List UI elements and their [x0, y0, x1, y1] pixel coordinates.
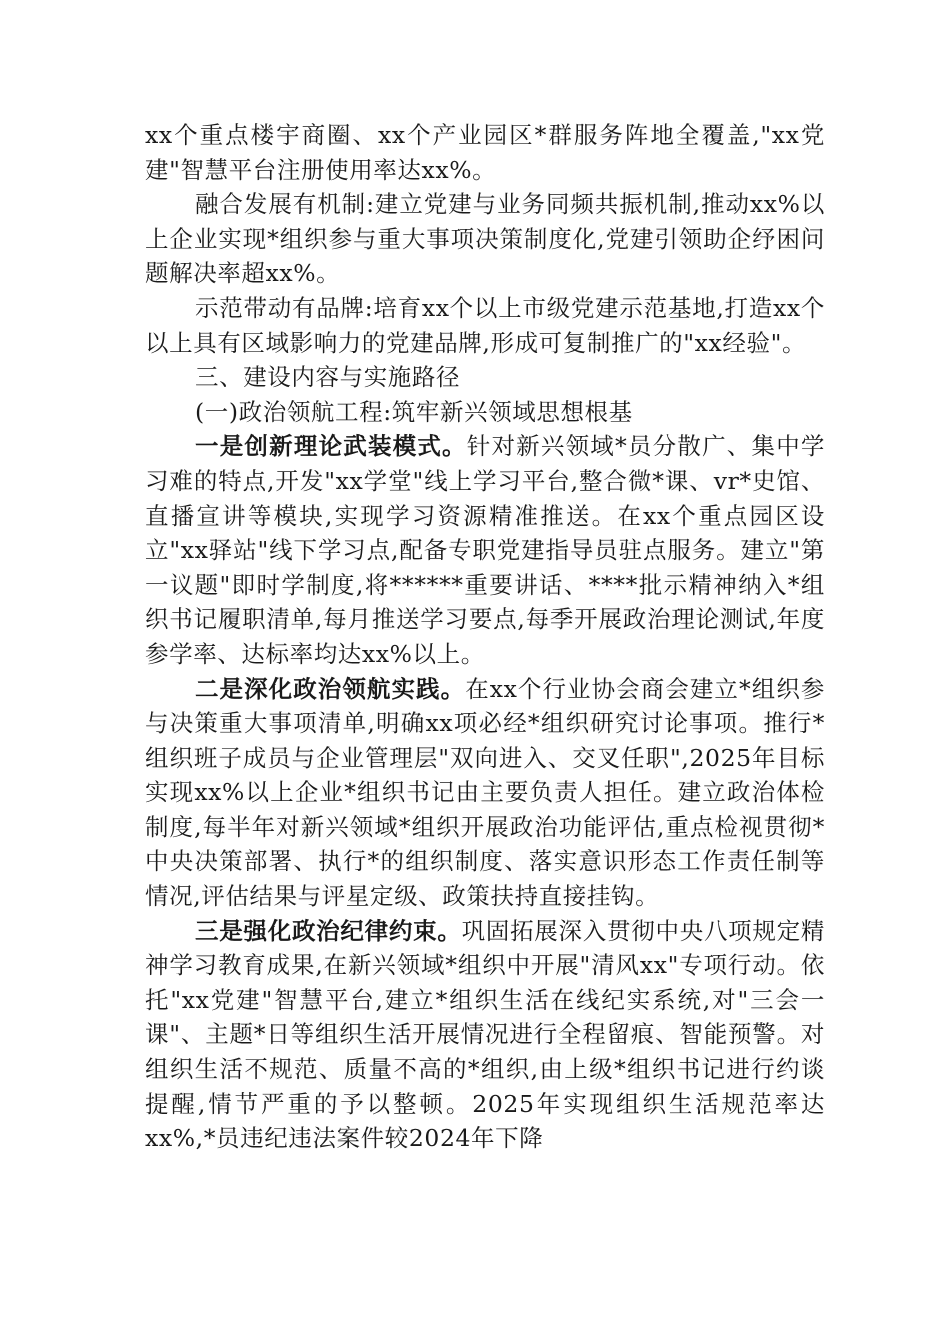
- paragraph-item-3: [145, 914, 825, 1156]
- paragraph-integration-mechanism: 融合发展有机制:建立党建与业务同频共振机制,推动xx%以上企业实现*组织参与重大事项决策制度化,党建引领助企纾困问题解决率超xx%。: [145, 190, 825, 288]
- paragraph-item-1: [145, 429, 825, 671]
- item-2-lead: 二是深化政治领航实践。: [195, 674, 466, 703]
- item-3-text: 巩固拓展深入贯彻中央八项规定精神学习教育成果,在新兴领域*组织中开展"清风xx"专项行动。依托"xx党建"智慧平台,建立*组织生活在线纪实系统,对"三会一课"、主题*日等组织生活开展情况进行全程留痕、智能预警。对组织生活不规范、质量不高的*组织,由上级*组织书记进行约谈提醒,情节严重的予以整顿。2025年实现组织生活规范率达xx%,*员违纪违法案件较2024年下降: [145, 916, 825, 1153]
- paragraph-coverage: xx个重点楼宇商圈、xx个产业园区*群服务阵地全覆盖,"xx党建"智慧平台注册使用率达xx%。: [145, 121, 825, 184]
- paragraph-item-2: [145, 672, 825, 914]
- paragraph-demonstration-brand: 示范带动有品牌:培育xx个以上市级党建示范基地,打造xx个以上具有区域影响力的党建品牌,形成可复制推广的"xx经验"。: [145, 293, 825, 357]
- section-heading: 三、建设内容与实施路径: [195, 363, 461, 392]
- item-1-lead: 一是创新理论武装模式。: [195, 432, 467, 461]
- item-2-text: 在xx个行业协会商会建立*组织参与决策重大事项清单,明确xx项必经*组织研究讨论事项。推行*组织班子成员与企业管理层"双向进入、交叉任职",2025年目标实现xx%以上企业*组织书记由主要负责人担任。建立政治体检制度,每半年对新兴领域*组织开展政治功能评估,重点检视贯彻*中央决策部署、执行*的组织制度、落实意识形态工作责任制等情况,评估结果与评星定级、政策扶持直接挂钩。: [145, 674, 826, 911]
- subsection-heading: (一)政治领航工程:筑牢新兴领域思想根基: [195, 397, 633, 426]
- item-3-lead: 三是强化政治纪律约束。: [195, 916, 462, 945]
- document-page: [145, 118, 825, 1156]
- item-1-text: 针对新兴领域*员分散广、集中学习难的特点,开发"xx学堂"线上学习平台,整合微*课、vr*史馆、直播宣讲等模块,实现学习资源精准推送。在xx个重点园区设立"xx驿站"线下学习点,配备专职党建指导员驻点服务。建立"第一议题"即时学制度,将******重要讲话、****批示精神纳入*组织书记履职清单,每月推送学习要点,每季开展政治理论测试,年度参学率、达标率均达xx%以上。: [145, 432, 825, 668]
